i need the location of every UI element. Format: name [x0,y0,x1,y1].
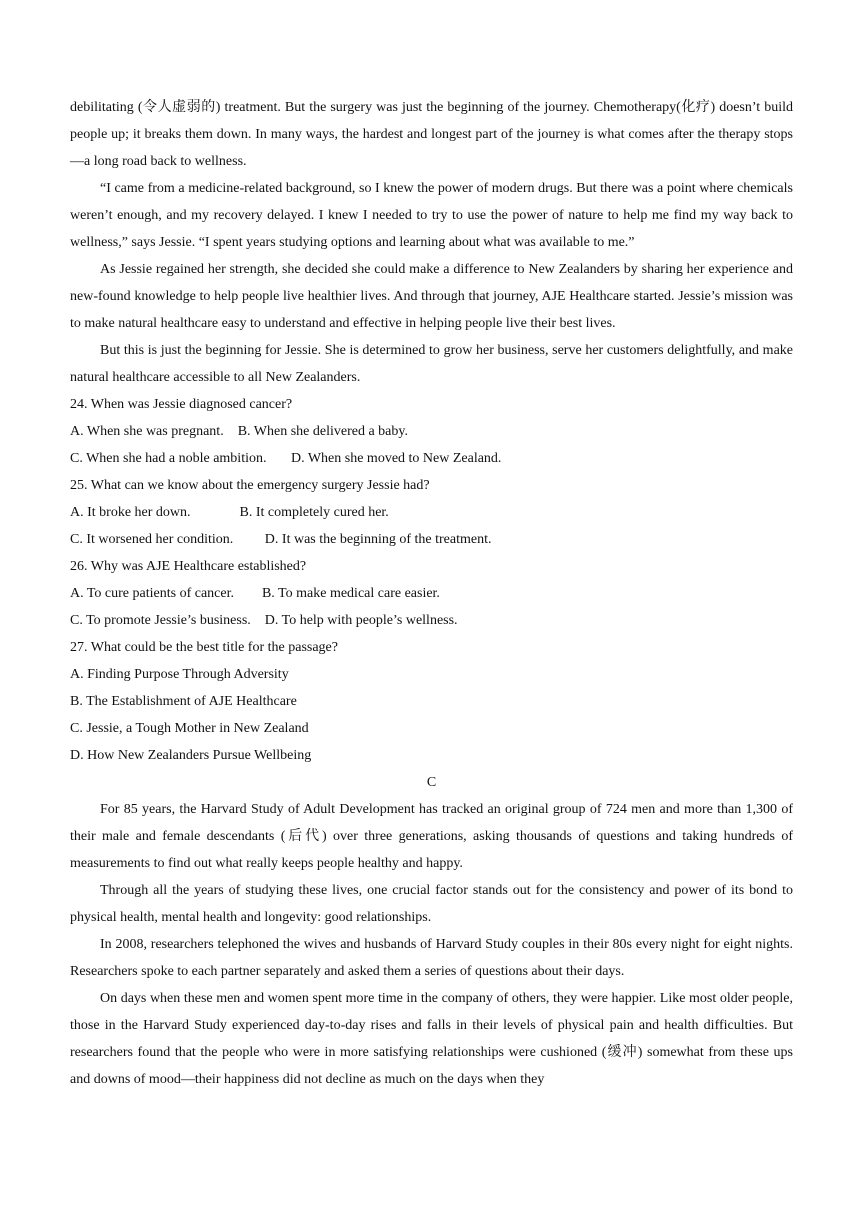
question-27-option-c: C. Jessie, a Tough Mother in New Zealand [70,721,309,736]
passage-b-paragraph-3: But this is just the beginning for Jessie. She is determined to grow her business, serve her customers delightfully, and make natural healthcare accessible to all New Zealanders. [70,343,793,385]
question-25-stem: 25. What can we know about the emergency surgery Jessie had? [70,478,430,493]
question-24-options-row-1: A. When she was pregnant. B. When she delivered a baby. [70,424,408,439]
passage-b-paragraph-0: debilitating (令人虚弱的) treatment. But the surgery was just the beginning of the journey. Chemotherapy(化疗) doesn’t build people up; it breaks them down. In many ways, the hardest and longest part of the journey is what comes after the therapy stops—a long road back to wellness. [70,100,793,169]
passage-c-paragraph-2: Through all the years of studying these lives, one crucial factor stands out for the consistency and power of its bond to physical health, mental health and longevity: good relationships. [70,883,793,925]
question-27 [70,634,793,769]
question-26-options-row-2: C. To promote Jessie’s business. D. To help with people’s wellness. [70,613,458,628]
question-25 [70,472,793,553]
question-27-option-b: B. The Establishment of AJE Healthcare [70,694,297,709]
passage-b-paragraph-2: As Jessie regained her strength, she decided she could make a difference to New Zealanders by sharing her experience and new-found knowledge to help people live healthier lives. And through that journey, AJE Healthcare started. Jessie’s mission was to make natural healthcare easy to understand and effective in helping people live their best lives. [70,262,793,331]
passage-c-paragraph-4: On days when these men and women spent more time in the company of others, they were happier. Like most older people, those in the Harvard Study experienced day-to-day rises and falls in their levels of physical pain and health difficulties. But researchers found that the people who were in more satisfying relationships were cushioned (缓冲) somewhat from these ups and downs of mood—their happiness did not decline as much on the days when they [70,991,793,1087]
question-26 [70,553,793,634]
question-27-option-a: A. Finding Purpose Through Adversity [70,667,289,682]
question-24-stem: 24. When was Jessie diagnosed cancer? [70,397,293,412]
question-24-options-row-2: C. When she had a noble ambition. D. When she moved to New Zealand. [70,451,502,466]
passage-c-paragraph-1: For 85 years, the Harvard Study of Adult Development has tracked an original group of 724 men and more than 1,300 of their male and female descendants (后代) over three generations, asking thousands of questions and taking hundreds of measurements to find out what really keeps people healthy and happy. [70,802,793,871]
question-27-option-d: D. How New Zealanders Pursue Wellbeing [70,748,312,763]
question-25-options-row-2: C. It worsened her condition. D. It was the beginning of the treatment. [70,532,492,547]
question-26-options-row-1: A. To cure patients of cancer. B. To make medical care easier. [70,586,440,601]
passage-c-paragraph-3: In 2008, researchers telephoned the wives and husbands of Harvard Study couples in their 80s every night for eight nights. Researchers spoke to each partner separately and asked them a series of questions about their days. [70,937,793,979]
exam-page [70,94,793,1093]
question-26-stem: 26. Why was AJE Healthcare established? [70,559,307,574]
question-25-options-row-1: A. It broke her down. B. It completely cured her. [70,505,389,520]
question-24 [70,391,793,472]
question-27-stem: 27. What could be the best title for the passage? [70,640,338,655]
section-heading-c: C [426,775,437,790]
passage-b-paragraph-1: “I came from a medicine-related background, so I knew the power of modern drugs. But there was a point where chemicals weren’t enough, and my recovery delayed. I knew I needed to try to use the power of nature to help me find my way back to wellness,” says Jessie. “I spent years studying options and learning about what was available to me.” [70,181,793,250]
